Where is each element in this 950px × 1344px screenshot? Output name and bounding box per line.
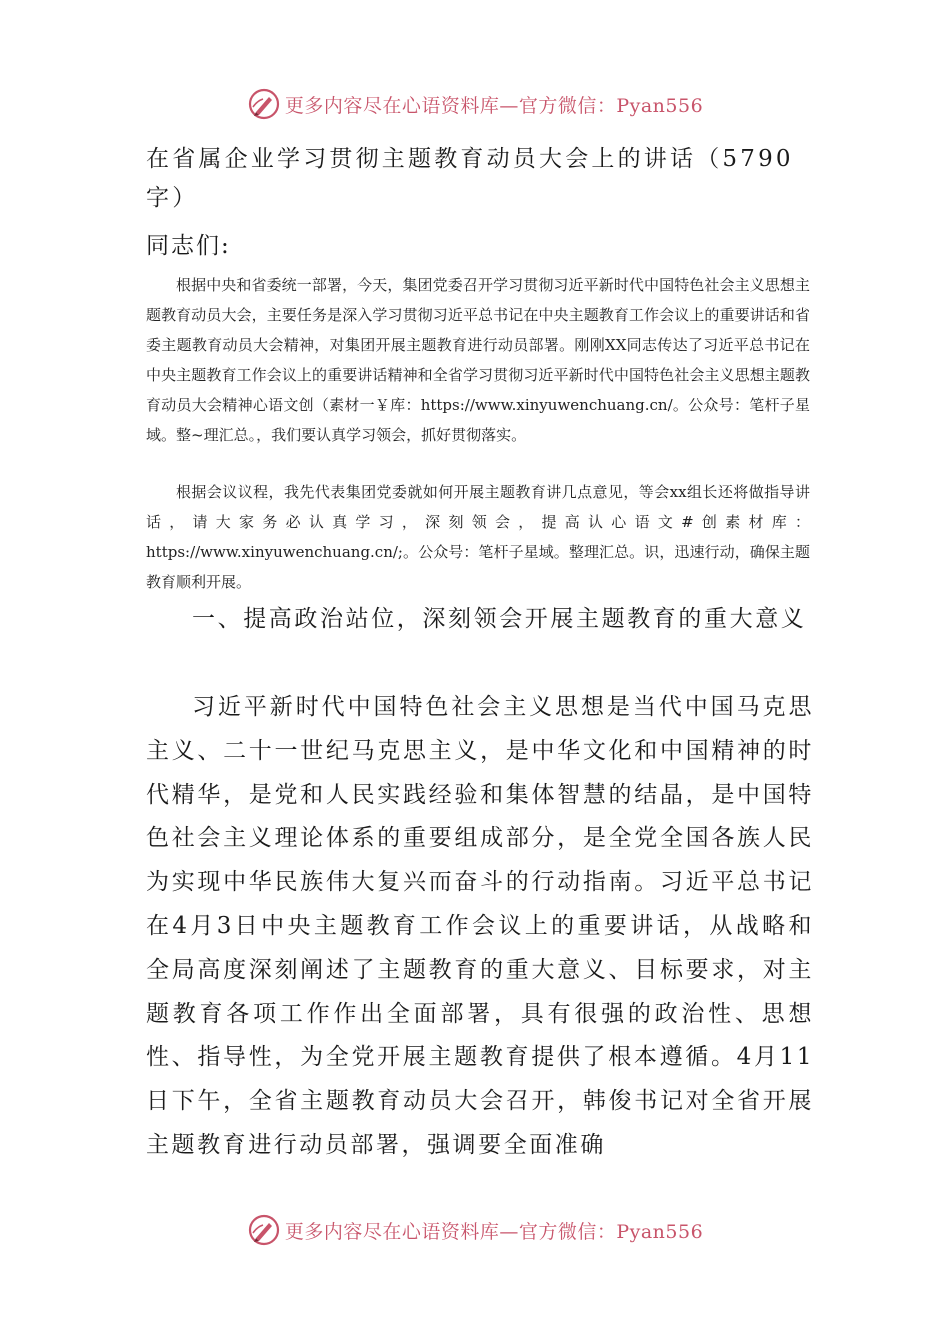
watermark-banner-bottom (0, 1210, 950, 1250)
document-title: 在省属企业学习贯彻主题教育动员大会上的讲话（5790字） (146, 146, 794, 211)
watermark-text: 更多内容尽在心语资料库—官方微信：Pyan556 (284, 1220, 704, 1243)
watermark-banner-inner (247, 87, 703, 121)
section-heading: 一、提高政治站位，深刻领会开展主题教育的重大意义 (192, 606, 807, 632)
intro-paragraph-1: 根据中央和省委统一部署，今天，集团党委召开学习贯彻习近平新时代中国特色社会主义思想主题教育动员大会，主要任务是深入学习贯彻习近平总书记在中央主题教育工作会议上的重要讲话和省委主题教育动员大会精神，对集团开展主题教育进行动员部署。刚刚XX同志传达了习近平总书记在中央主题教育工作会议上的重要讲话精神和全省学习贯彻习近平新时代中国特色社会主义思想主题教育动员大会精神心语文创（素材一￥库：https://www.xinyuwenchuang.cn/。公众号：笔杆子星域。整~理汇总。，我们要认真学习领会，抓好贯彻落实。 (146, 276, 810, 444)
body-paragraph: 习近平新时代中国特色社会主义思想是当代中国马克思主义、二十一世纪马克思主义，是中华文化和中国精神的时代精华，是党和人民实践经验和集体智慧的结晶，是中国特色社会主义理论体系的重要组成部分，是全党全国各族人民为实现中华民族伟大复兴而奋斗的行动指南。习近平总书记在4月3日中央主题教育工作会议上的重要讲话，从战略和全局高度深刻阐述了主题教育的重大意义、目标要求，对主题教育各项工作作出全面部署，具有很强的政治性、思想性、指导性，为全党开展主题教育提供了根本遵循。4月11日下午，全省主题教育动员大会召开，韩俊书记对全省开展主题教育进行动员部署，强调要全面准确 (146, 694, 814, 1158)
greeting: 同志们: (146, 233, 231, 259)
watermark-text: 更多内容尽在心语资料库—官方微信：Pyan556 (284, 94, 704, 117)
intro-paragraph-2: 根据会议议程，我先代表集团党委就如何开展主题教育讲几点意见，等会xx组长还将做指导讲话，请大家务必认真学习，深刻领会，提高认心语文#创素材库：https://www.xinyuwenchuang.cn/;。公众号：笔杆子星域。整理汇总。识，迅速行动，确保主题教育顺利开展。 (146, 483, 810, 591)
watermark-banner-top (0, 84, 950, 124)
watermark-banner-inner (247, 1213, 703, 1247)
pen-logo-icon (247, 87, 281, 121)
pen-logo-icon (247, 1213, 281, 1247)
